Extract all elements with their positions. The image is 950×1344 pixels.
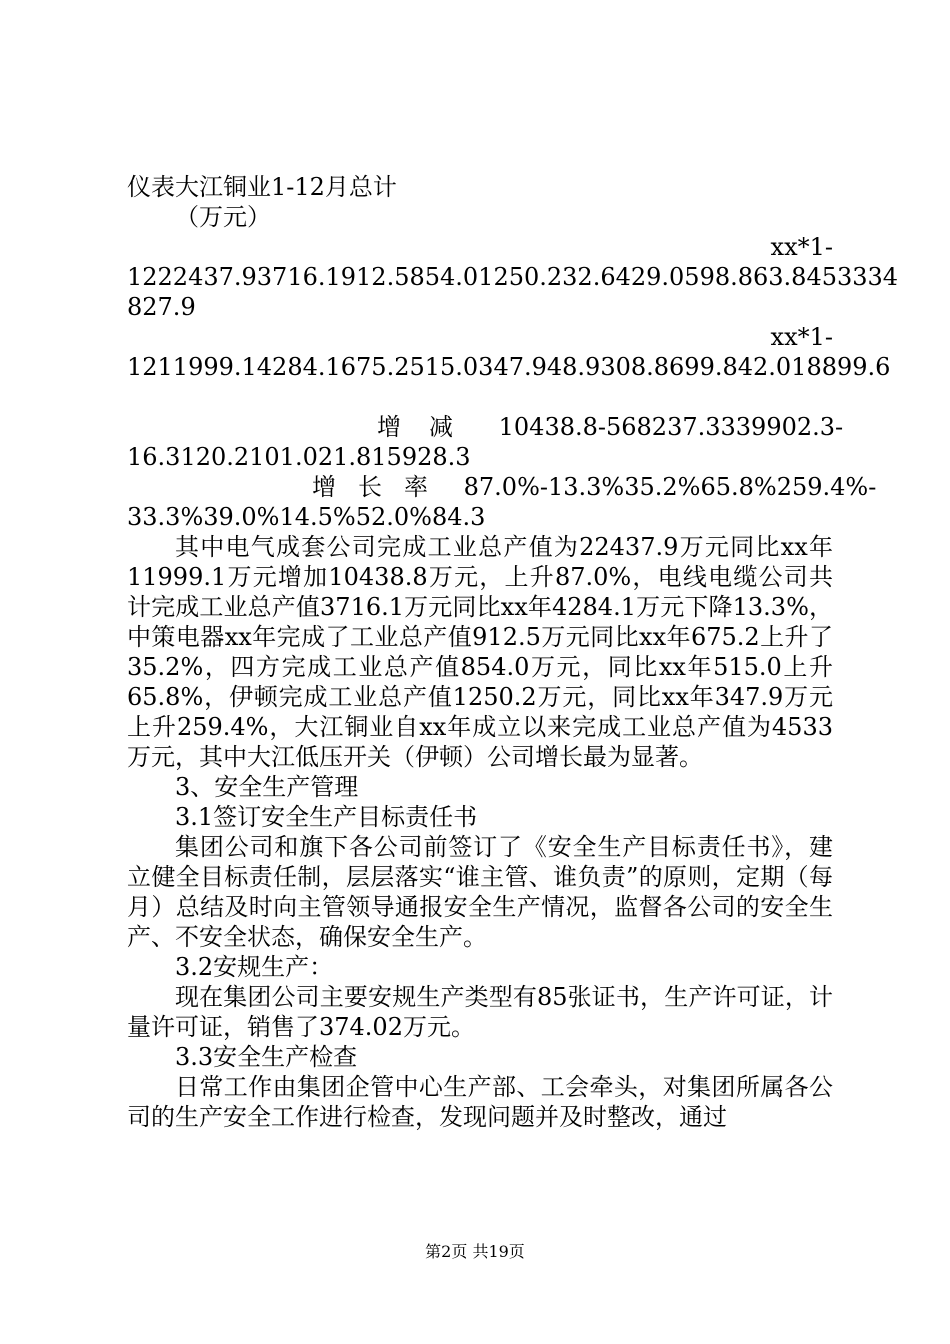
increase-row bbox=[127, 412, 844, 442]
increase-data-cont: 16.3120.2101.021.815928.3 bbox=[127, 443, 471, 471]
row1-data: 1222437.93716.1912.5854.01250.232.6429.0598.863.8453334 bbox=[127, 263, 899, 291]
rate-data-cont: 33.3%39.0%14.5%52.0%84.3 bbox=[127, 503, 486, 531]
increase-label: 增减 bbox=[377, 413, 481, 441]
section-heading-3-1: 3.1签订安全生产目标责任书 bbox=[175, 803, 478, 831]
paragraph-3-3: 日常工作由集团企管中心生产部、工会牵头，对集团所属各公司的生产安全工作进行检查，发现问题并及时整改，通过 bbox=[127, 1073, 833, 1131]
rate-row bbox=[127, 472, 877, 502]
paragraph-3-2: 现在集团公司主要安规生产类型有85张证书，生产许可证，计量许可证，销售了374.02万元。 bbox=[127, 983, 833, 1041]
table-title: 仪表大江铜业1-12月总计 bbox=[127, 173, 397, 201]
row1-prefix: xx*1- bbox=[770, 233, 833, 261]
increase-data: 10438.8-568237.3339902.3- bbox=[498, 413, 844, 441]
section-heading-3-2: 3.2安规生产： bbox=[175, 953, 334, 981]
section-heading-3-3: 3.3安全生产检查 bbox=[175, 1043, 358, 1071]
section-heading-3: 3、安全生产管理 bbox=[175, 773, 359, 801]
row1-data-cont: 827.9 bbox=[127, 293, 196, 321]
row2-prefix: xx*1- bbox=[770, 323, 833, 351]
rate-data: 87.0%-13.3%35.2%65.8%259.4%- bbox=[463, 473, 877, 501]
output-paragraph: 其中电气成套公司完成工业总产值为22437.9万元同比xx年11999.1万元增加10438.8万元，上升87.0%，电线电缆公司共计完成工业总产值3716.1万元同比xx年4284.1万元下降13.3%，中策电器xx年完成了工业总产值912.5万元同比xx年675.2上升了35.2%，四方完成工业总产值854.0万元，同比xx年515.0上升65.8%，伊顿完成工业总产值1250.2万元，同比xx年347.9万元上升259.4%，大江铜业自xx年成立以来完成工业总产值为4533万元，其中大江低压开关（伊顿）公司增长最为显著。 bbox=[127, 533, 833, 771]
spacer bbox=[127, 382, 833, 412]
document-body bbox=[127, 172, 899, 1132]
paragraph-3-1: 集团公司和旗下各公司前签订了《安全生产目标责任书》，建立健全目标责任制，层层落实“谁主管、谁负责”的原则，定期（每月）总结及时向主管领导通报安全生产情况，监督各公司的安全生产、不安全状态，确保安全生产。 bbox=[127, 833, 833, 951]
row2-data: 1211999.14284.1675.2515.0347.948.9308.8699.842.018899.6 bbox=[127, 353, 891, 381]
rate-label: 增长率 bbox=[312, 473, 450, 501]
page-footer: 第2页 共19页 bbox=[425, 1242, 525, 1261]
table-unit: （万元） bbox=[175, 203, 271, 231]
